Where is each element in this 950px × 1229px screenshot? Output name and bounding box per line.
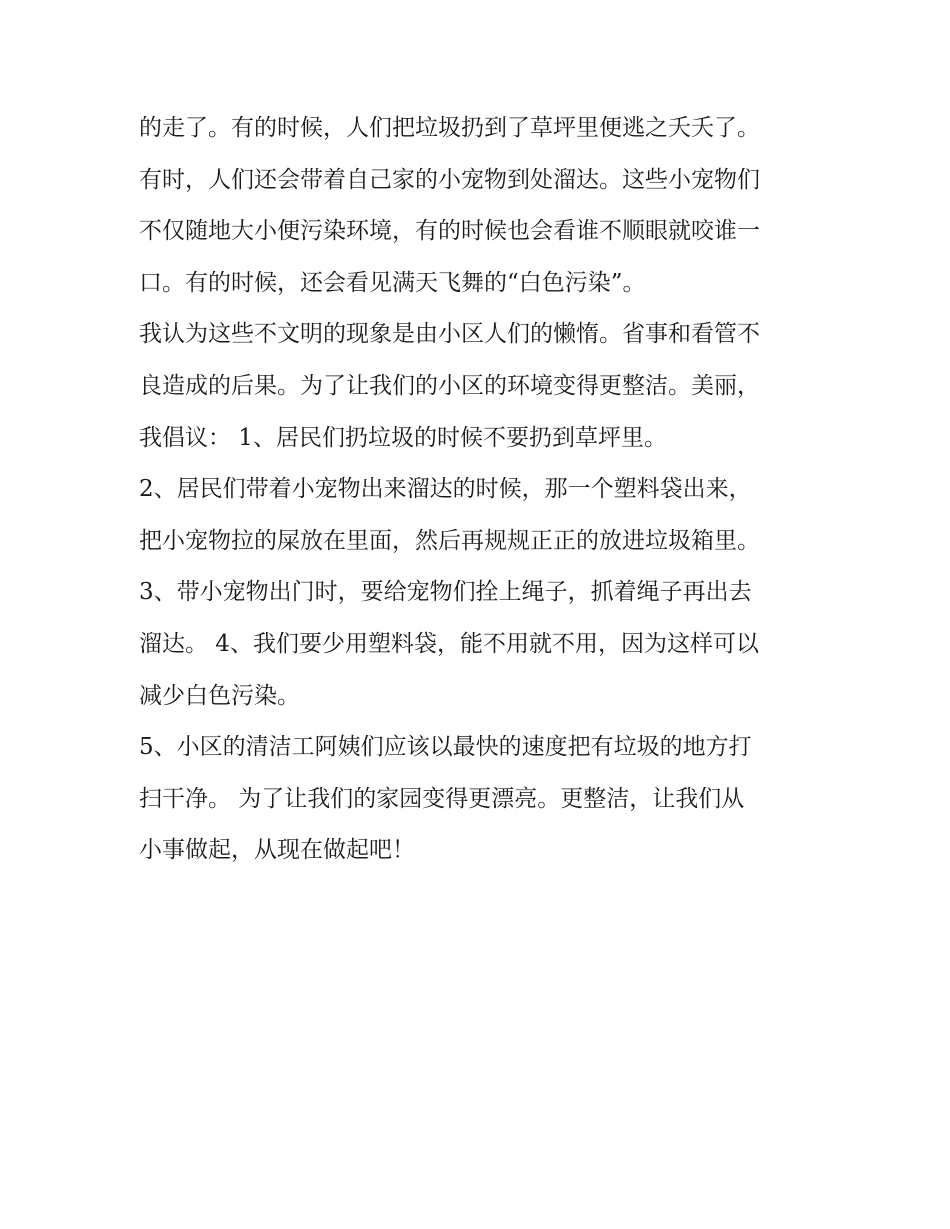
text-line: 扫干净。 为了让我们的家园变得更漂亮。更整洁，让我们从 bbox=[139, 785, 745, 812]
text-line: 小事做起，从现在做起吧！ bbox=[139, 837, 415, 864]
document-body bbox=[139, 103, 819, 877]
text-line: 把小宠物拉的屎放在里面，然后再规规正正的放进垃圾箱里。 bbox=[139, 527, 760, 554]
text-line: 减少白色污染。 bbox=[139, 682, 300, 709]
text-line: 良造成的后果。为了让我们的小区的环境变得更整洁。美丽， bbox=[139, 372, 760, 399]
text-line: 不仅随地大小便污染环境，有的时候也会看谁不顺眼就咬谁一 bbox=[139, 218, 760, 245]
text-line: 2、居民们带着小宠物出来溜达的时候，那一个塑料袋出来， bbox=[139, 476, 752, 503]
text-line: 口。有的时候，还会看见满天飞舞的“白色污染”。 bbox=[139, 269, 646, 296]
text-line: 3、带小宠物出门时，要给宠物们拴上绳子，抓着绳子再出去 bbox=[139, 579, 752, 606]
text-line: 有时，人们还会带着自己家的小宠物到处溜达。这些小宠物们 bbox=[139, 166, 760, 193]
text-line: 的走了。有的时候，人们把垃圾扔到了草坪里便逃之夭夭了。 bbox=[139, 115, 760, 141]
text-line: 我认为这些不文明的现象是由小区人们的懒惰。省事和看管不 bbox=[139, 321, 760, 348]
text-line: 我倡议： 1、居民们扔垃圾的时候不要扔到草坪里。 bbox=[139, 424, 667, 451]
text-line: 5、小区的清洁工阿姨们应该以最快的速度把有垃圾的地方打 bbox=[139, 734, 752, 761]
text-line: 溜达。 4、我们要少用塑料袋，能不用就不用，因为这样可以 bbox=[139, 630, 759, 657]
